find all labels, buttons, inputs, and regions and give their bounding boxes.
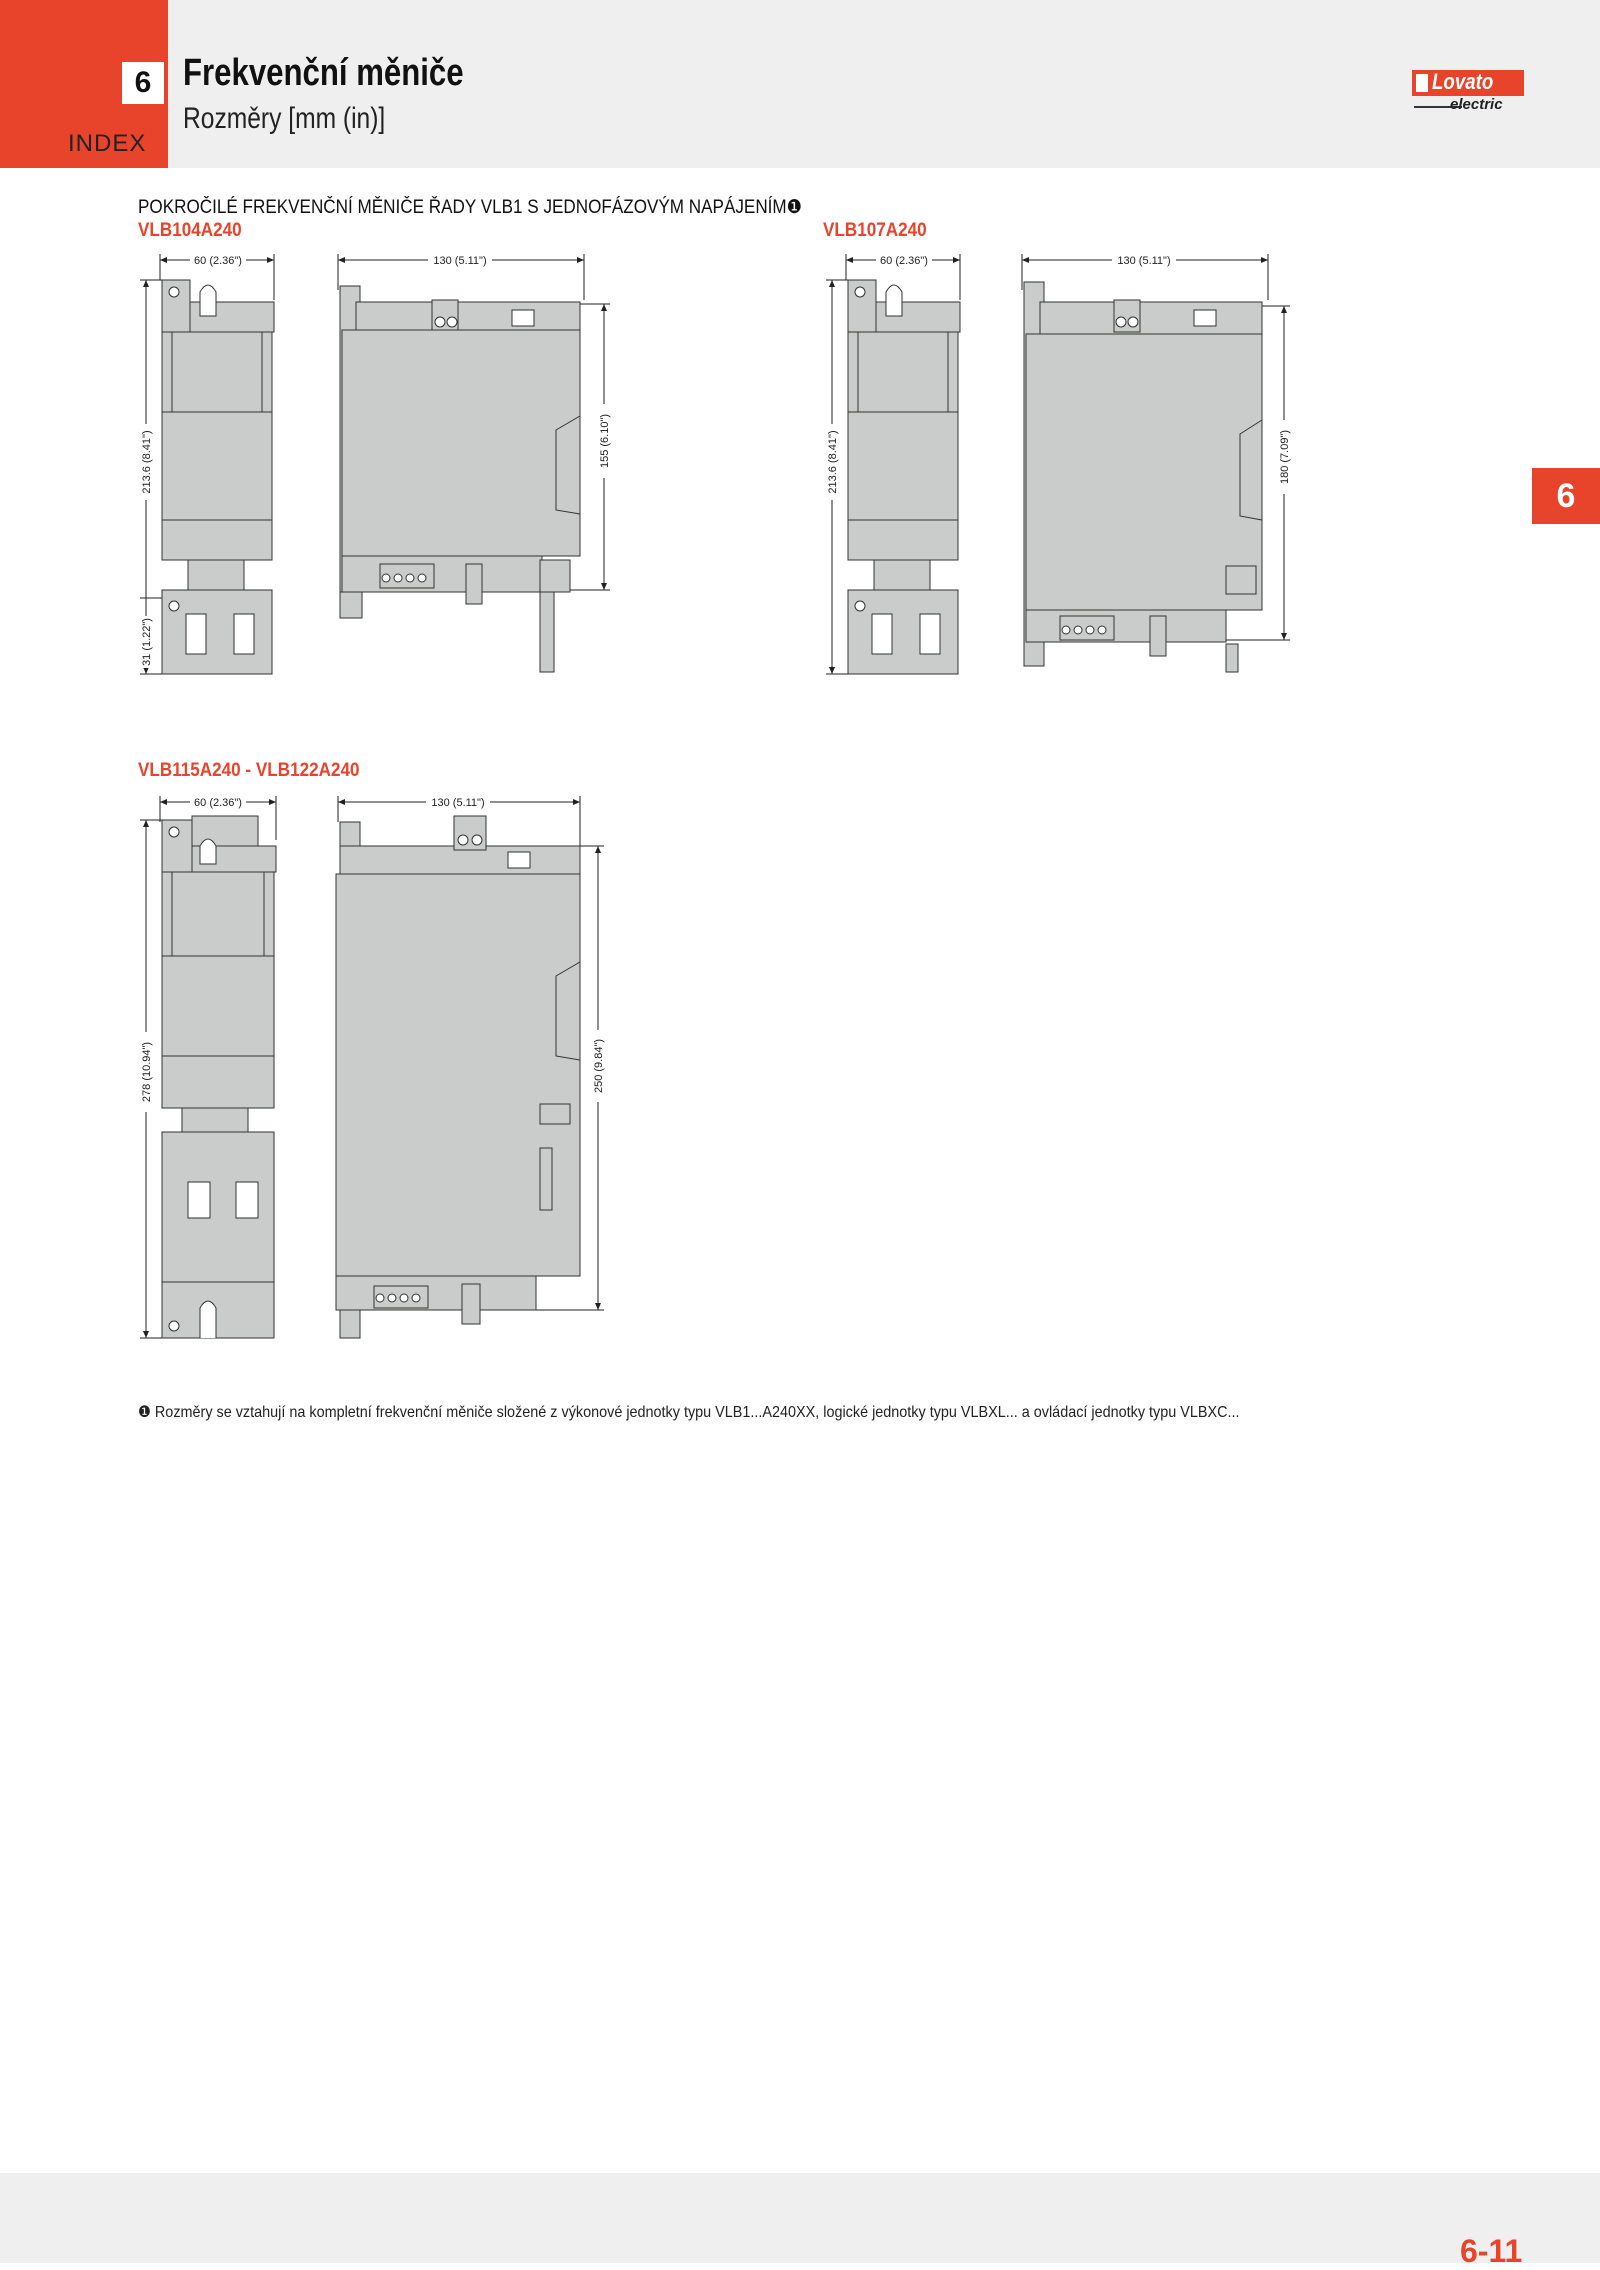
drawing-vlb104a240-front [139, 253, 274, 674]
drawing-vlb107a240-front [825, 253, 960, 674]
logo-text: Lovato [1432, 69, 1494, 94]
drawing-vlb115a240-side [336, 795, 605, 1338]
model-label-a: VLB104A240 [138, 220, 242, 241]
model-label-b: VLB107A240 [823, 220, 927, 241]
index-link[interactable]: INDEX [68, 130, 147, 157]
dim-a-height: 213.6 (8.41") [141, 430, 153, 494]
dim-a-depth: 130 (5.11") [433, 255, 487, 267]
chapter-number: 6 [122, 62, 164, 104]
dim-b-side-height: 180 (7.09") [1279, 429, 1291, 485]
dim-a-side-height: 155 (6.10") [599, 413, 611, 469]
dim-c-depth: 130 (5.11") [431, 797, 485, 809]
dim-a-width: 60 (2.36") [194, 255, 242, 267]
dim-b-height: 213.6 (8.41") [827, 430, 839, 494]
dim-a-bottom: 31 (1.22") [141, 618, 153, 666]
chapter-side-tab[interactable]: 6 [1532, 468, 1600, 524]
drawing-vlb107a240-side [1022, 253, 1291, 672]
page-footer [0, 2173, 1600, 2263]
footnote: ❶ Rozměry se vztahují na kompletní frekvenční měniče složené z výkonové jednotky typu VLB1...A240XX, logické jednotky typu VLBXL... a ovládací jednotky typu VLBXC... [138, 1404, 1240, 1421]
dim-b-width: 60 (2.36") [880, 255, 928, 267]
dim-c-height: 278 (10.94") [141, 1041, 153, 1103]
drawing-vlb104a240-side [338, 253, 611, 672]
page-title: Frekvenční měniče [183, 52, 464, 94]
dim-c-width: 60 (2.36") [194, 797, 242, 809]
page-subtitle: Rozměry [mm (in)] [183, 102, 386, 135]
page-number: 6-11 [1460, 2233, 1523, 2269]
dim-b-depth: 130 (5.11") [1117, 255, 1171, 267]
dim-c-side-height: 250 (9.84") [593, 1038, 605, 1094]
logo-subtext: electric [1450, 96, 1503, 113]
section-heading: POKROČILÉ FREKVENČNÍ MĚNIČE ŘADY VLB1 S JEDNOFÁZOVÝM NAPÁJENÍM❶ [138, 197, 803, 218]
model-label-c: VLB115A240 - VLB122A240 [138, 760, 360, 781]
drawing-vlb115a240-front [139, 795, 276, 1338]
